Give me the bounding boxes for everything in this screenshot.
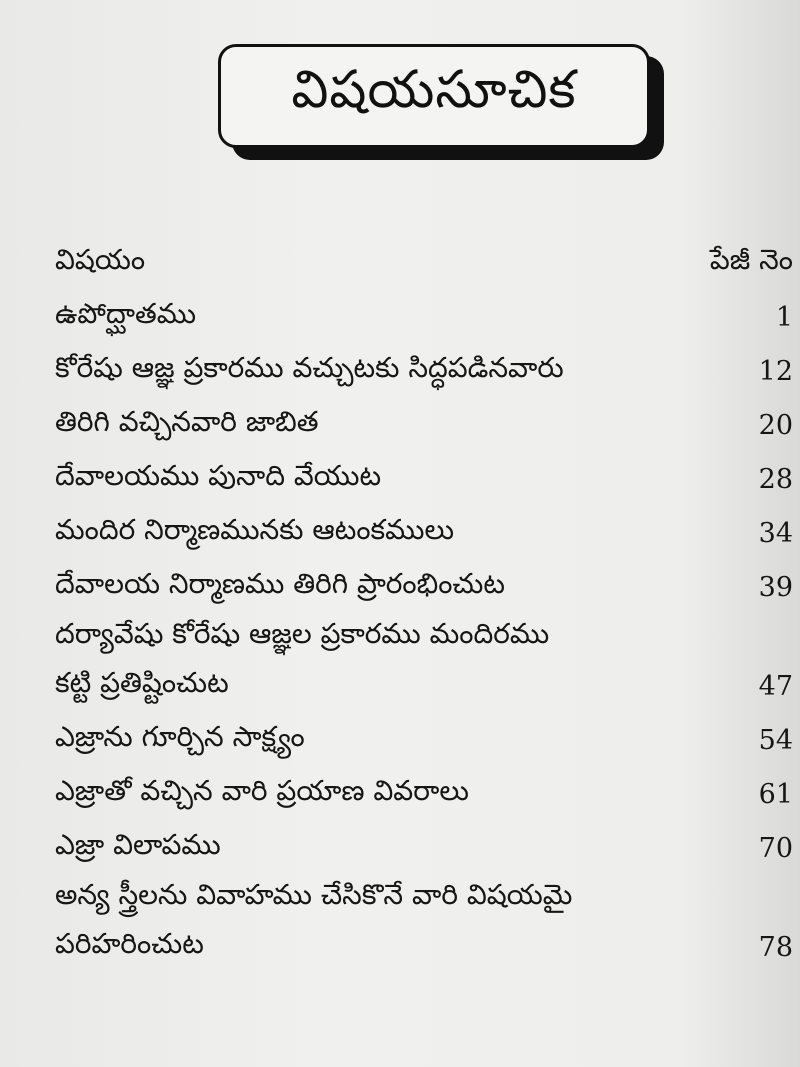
toc-header xyxy=(55,236,793,290)
toc-entry xyxy=(55,506,793,560)
page-column-header: పేజీ నెం xyxy=(709,243,793,276)
title-box xyxy=(218,44,650,148)
toc-entry-title: తిరిగి వచ్చినవారి జాబిత xyxy=(55,405,319,438)
toc-entry xyxy=(55,767,793,821)
toc-entry-page: 34 xyxy=(758,517,793,549)
toc-entry-page: 1 xyxy=(775,301,793,333)
toc-entry-title-continued: కట్టి ప్రతిష్టించుట xyxy=(55,666,229,699)
toc-entry-page: 70 xyxy=(758,832,793,864)
subject-column-header: విషయం xyxy=(55,243,146,276)
toc-entry-title: ఎజ్రాతో వచ్చిన వారి ప్రయాణ వివరాలు xyxy=(55,774,469,807)
toc-entry xyxy=(55,398,793,452)
toc-entry-title: ఉపోద్ఘాతము xyxy=(55,297,197,330)
toc-entry-title: దేవాలయ నిర్మాణము తిరిగి ప్రారంభించుట xyxy=(55,567,505,600)
toc-entry-title: మందిర నిర్మాణమునకు ఆటంకములు xyxy=(55,513,455,546)
table-of-contents xyxy=(55,236,793,974)
toc-entry-title: ఎజ్రాను గూర్చిన సాక్ష్యం xyxy=(55,720,305,753)
toc-entry-page: 39 xyxy=(758,571,793,603)
toc-entry xyxy=(55,713,793,767)
toc-entry xyxy=(55,560,793,614)
toc-entry-page: 47 xyxy=(758,670,793,702)
toc-entry xyxy=(55,821,793,875)
toc-entry-page: 54 xyxy=(758,724,793,756)
toc-entry-page: 28 xyxy=(758,463,793,495)
toc-entry-page: 20 xyxy=(758,409,793,441)
toc-entry-title: కోరేషు ఆజ్ఞ ప్రకారము వచ్చుటకు సిద్ధపడినవారు xyxy=(55,351,564,384)
toc-entry xyxy=(55,290,793,344)
toc-entry xyxy=(55,452,793,506)
toc-entry-title-continued: పరిహరించుట xyxy=(55,927,204,960)
toc-entry xyxy=(55,614,793,659)
toc-entry-page: 78 xyxy=(758,931,793,963)
page-title: విషయసూచిక xyxy=(291,59,577,120)
toc-entry-page: 12 xyxy=(758,355,793,387)
toc-entry-title: దేవాలయము పునాది వేయుట xyxy=(55,459,382,492)
toc-entry-continuation xyxy=(55,659,793,713)
toc-entry-title: దర్యావేషు కోరేషు ఆజ్ఞల ప్రకారము మందిరము xyxy=(55,616,550,650)
toc-entry-continuation xyxy=(55,920,793,974)
toc-entry xyxy=(55,875,793,920)
toc-entry-title: అన్య స్త్రీలను వివాహము చేసికొనే వారి విషయమై xyxy=(55,877,573,911)
toc-entry-page: 61 xyxy=(758,778,793,810)
toc-entry-title: ఎజ్రా విలాపము xyxy=(55,828,221,861)
toc-entry xyxy=(55,344,793,398)
